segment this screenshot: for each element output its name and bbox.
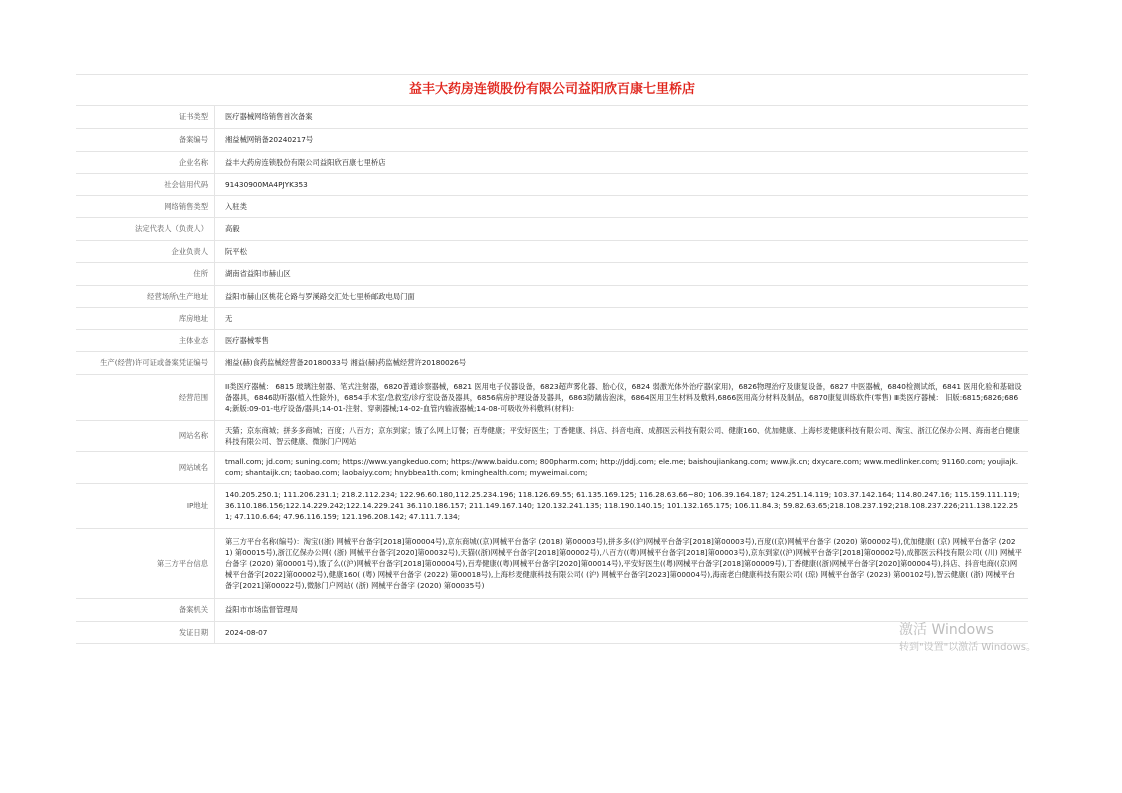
record-row	[76, 483, 1028, 528]
row-label: IP地址	[76, 483, 215, 528]
record-row	[76, 307, 1028, 329]
record-row	[76, 598, 1028, 621]
windows-activation-watermark	[899, 622, 1036, 655]
row-label: 库房地址	[76, 307, 215, 329]
record-row	[76, 351, 1028, 374]
row-value: 91430900MA4PJYK353	[215, 173, 1029, 195]
row-label: 住所	[76, 262, 215, 285]
record-row	[76, 240, 1028, 262]
record-row	[76, 151, 1028, 173]
record-row	[76, 262, 1028, 285]
row-label: 证书类型	[76, 106, 215, 128]
row-value: 天猫；京东商城；拼多多商城；百度；八百方；京东到家；饿了么网上订餐；百寿健康；平安好医生；丁香健康、抖店、抖音电商、成都医云科技有限公司、健康160、优加健康、上海杉麦健康科技有限公司、淘宝、浙江亿保办公网、海南老白健康科技有限公司、智云健康、微脉门户网站	[215, 420, 1029, 451]
row-label: 网站名称	[76, 420, 215, 451]
row-value: 医疗器械零售	[215, 329, 1029, 351]
row-label: 第三方平台信息	[76, 528, 215, 598]
record-row	[76, 420, 1028, 451]
record-row	[76, 528, 1028, 598]
record-row	[76, 621, 1028, 643]
row-value: 益阳市赫山区桃花仑路与罗溪路交汇处七里桥邮政电局门面	[215, 285, 1029, 307]
record-document	[76, 74, 1028, 644]
row-value: 益丰大药房连锁股份有限公司益阳欣百康七里桥店	[215, 151, 1029, 173]
row-label: 经营范围	[76, 374, 215, 420]
record-row	[76, 217, 1028, 240]
row-value: 医疗器械网络销售首次备案	[215, 106, 1029, 128]
record-row	[76, 195, 1028, 217]
row-value: 高毅	[215, 217, 1029, 240]
record-row	[76, 374, 1028, 420]
row-label: 经营场所\生产地址	[76, 285, 215, 307]
row-label: 备案机关	[76, 598, 215, 621]
row-value: tmall.com; jd.com; suning.com; https://www.yangkeduo.com; https://www.baidu.com; 800pharm.com; http://jddj.com; ele.me; baishoujiankang.com; www.jk.cn; dxycare.com; www.medlinker.com; 91160.com; youjiajk.com; shantaijk.cn; taobao.com; laobaiyy.com; hnybbea1th.com; kminghealth.com; myweimai.com;	[215, 451, 1029, 483]
row-label: 备案编号	[76, 128, 215, 151]
row-value: 湘益械网销备20240217号	[215, 128, 1029, 151]
watermark-line2: 转到"设置"以激活 Windows。	[899, 642, 1037, 653]
row-value: II类医疗器械： 6815 玻璃注射器、笔式注射器，6820普通诊察器械，6821 医用电子仪器设备，6823超声雾化器、胎心仪，6824 弱激光体外治疗器(家用)，6826物理治疗及康复设备，6827 中医器械，6840检测试纸，6841 医用化验和基础设备器具，6846助听器(植入性除外)，6854手术室/急救室/诊疗室设备及器具，6856病房护理设备及器具，6863防龋齿泡沫，6864医用卫生材料及敷料,6866医用高分材料及制品，6870康复训练软件(零售) Ⅲ类医疗器械： 旧版:6815;6826;6864;新版:09-01-电疗设备/器具;14-01-注射、穿刺器械;14-02-血管内输液器械;14-08-可吸收外科敷料(材料):	[215, 374, 1029, 420]
row-label: 网络销售类型	[76, 195, 215, 217]
row-label: 企业负责人	[76, 240, 215, 262]
record-row	[76, 128, 1028, 151]
record-row	[76, 451, 1028, 483]
record-table	[76, 106, 1028, 644]
record-row	[76, 173, 1028, 195]
record-row	[76, 329, 1028, 351]
row-value: 2024-08-07	[215, 621, 1029, 643]
row-value: 无	[215, 307, 1029, 329]
row-label: 法定代表人（负责人）	[76, 217, 215, 240]
row-value: 湘益(赫)食药监械经营备20180033号 湘益(赫)药监械经营许20180026号	[215, 351, 1029, 374]
record-row	[76, 285, 1028, 307]
row-value: 湖南省益阳市赫山区	[215, 262, 1029, 285]
row-value: 入驻类	[215, 195, 1029, 217]
row-label: 主体业态	[76, 329, 215, 351]
row-label: 生产(经营)许可证或备案凭证编号	[76, 351, 215, 374]
row-label: 网站域名	[76, 451, 215, 483]
row-value: 第三方平台名称(编号)：淘宝((浙) 网械平台备字[2018]第00004号),京东商城((京)网械平台备字 (2018) 第00003号),拼多多((沪)网械平台备字[2018]第00003号),百度((京)网械平台备字 (2020) 第00002号),优加健康( (京) 网械平台备字 (2021) 第00015号),浙江亿保办公网( (浙) 网械平台备字[2020]第00032号),天猫((浙)网械平台备字[2018]第00002号),八百方((粤)网械平台备字[2018]第00003号),京东到家((沪)网械平台备字[2018]第00002号),成都医云科技有限公司( (川) 网械平台备字 (2020) 第00001号),饿了么((沪)网械平台备字[2018]第00004号),百寿健康((粤)网械平台备字[2020]第00014号),平安好医生((粤)网械平台备字[2018]第00009号),丁香健康((浙)网械平台备字[2020]第00004号),抖店、抖音电商((京)网械平台备字[2022]第00002号),健康160( (粤) 网械平台备字 (2022) 第00018号),上海杉麦健康科技有限公司( (沪) 网械平台备字[2023]第00004号),海南老白健康科技有限公司( (琼) 网械平台备字 (2023) 第00102号),智云健康( (浙) 网械平台备字[2021]第00022号),微脉门户网站( (浙) 网械平台备字 (2020) 第00035号)	[215, 528, 1029, 598]
record-row	[76, 106, 1028, 128]
row-label: 发证日期	[76, 621, 215, 643]
page-title: 益丰大药房连锁股份有限公司益阳欣百康七里桥店	[76, 74, 1028, 106]
row-value: 阮平松	[215, 240, 1029, 262]
row-value: 益阳市市场监督管理局	[215, 598, 1029, 621]
row-label: 社会信用代码	[76, 173, 215, 195]
watermark-line1: 激活 Windows	[899, 622, 994, 638]
row-value: 140.205.250.1; 111.206.231.1; 218.2.112.234; 122.96.60.180,112.25.234.196; 118.126.69.55; 61.135.169.125; 116.28.63.66~80; 106.39.164.187; 124.251.14.119; 103.37.142.164; 114.80.247.16; 115.159.111.119; 36.110.186.156;122.14.229.242;122.14.229.241 36.110.186.157; 211.149.167.140; 120.132.241.135; 118.190.140.15; 101.132.165.175; 106.11.84.3; 59.82.63.65;218.108.237.192;218.108.237.226;211.138.122.251; 47.110.6.64; 47.96.116.159; 121.196.208.142; 47.111.7.134;	[215, 483, 1029, 528]
row-label: 企业名称	[76, 151, 215, 173]
